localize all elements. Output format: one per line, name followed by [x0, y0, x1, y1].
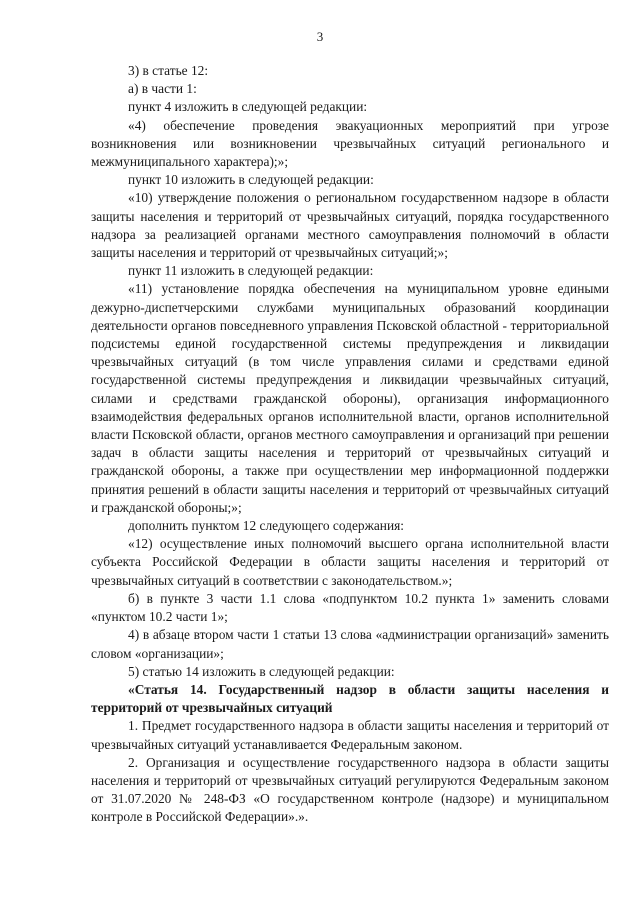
- article-14-heading: «Статья 14. Государственный надзор в области защиты населения и территорий от чрезвычайных ситуаций: [91, 681, 609, 716]
- paragraph-part-1-intro: а) в части 1:: [128, 81, 197, 97]
- paragraph-article-14-intro: 5) статью 14 изложить в следующей редакции:: [128, 663, 395, 679]
- paragraph-part-1-1-amendment: б) в пункте 3 части 1.1 слова «подпунктом 10.2 пункта 1» заменить словами «пунктом 10.2 части 1»;: [91, 590, 609, 625]
- paragraph-article-12-intro: 3) в статье 12:: [128, 63, 209, 78]
- paragraph-item-11-text: «11) установление порядка обеспечения на муниципальном уровне едиными дежурно-диспетчерскими службами муниципальных образований координации деятельности органов повседневного управления Псковской областной - территориальной подсистемы единой государственной системы предупреждения и ликвидации чрезвычайных ситуаций (в том числе управления силами и средствами единой государственной системы предупреждения и ликвидации чрезвычайных ситуаций, силами и средствами гражданской обороны), организация информационного взаимодействия федеральных органов исполнительной власти, органов исполнительной власти Псковской области, органов местного самоуправления и организаций при решении задач в области защиты населения и территорий от чрезвычайных ситуаций и гражданской обороны, а также при осуществлении мер информационной поддержки принятия решений в области защиты населения и территорий от чрезвычайных ситуаций и гражданской обороны;»;: [91, 281, 609, 515]
- page-number: 3: [316, 29, 324, 44]
- paragraph-item-12-intro: дополнить пунктом 12 следующего содержания:: [128, 518, 405, 534]
- paragraph-item-11-intro: пункт 11 изложить в следующей редакции:: [128, 263, 374, 279]
- paragraph-item-4-intro: пункт 4 изложить в следующей редакции:: [128, 99, 368, 115]
- paragraph-item-10-intro: пункт 10 изложить в следующей редакции:: [128, 172, 374, 188]
- article-14-point-1: 1. Предмет государственного надзора в области защиты населения и территорий от чрезвычайных ситуаций устанавливается Федеральным законом.: [91, 718, 609, 752]
- article-14-point-2: 2. Организация и осуществление государственного надзора в области защиты населения и территорий от чрезвычайных ситуаций регулируются Федеральным законом от 31.07.2020 № 248-ФЗ «О государственном контроле (надзоре) и муниципальном контроле в Российской Федерации».».: [91, 754, 609, 825]
- paragraph-article-13-amendment: 4) в абзаце втором части 1 статьи 13 слова «администрации организаций» заменить словом «организации»;: [91, 627, 609, 661]
- paragraph-item-12-text: «12) осуществление иных полномочий высшего органа исполнительной власти субъекта Российской Федерации в области защиты населения и территорий от чрезвычайных ситуаций в соответствии с законодательством.»;: [91, 536, 609, 588]
- paragraph-item-10-text: «10) утверждение положения о региональном государственном надзоре в области защиты населения и территорий от чрезвычайных ситуаций, порядка государственного надзора за реализацией органами местного самоуправления полномочий в области защиты населения и территорий от чрезвычайных ситуаций;»;: [91, 190, 609, 261]
- paragraph-item-4-text: «4) обеспечение проведения эвакуационных мероприятий при угрозе возникновения или возникновении чрезвычайных ситуаций регионального и межмуниципального характера);»;: [91, 117, 609, 170]
- document-body: [91, 62, 609, 827]
